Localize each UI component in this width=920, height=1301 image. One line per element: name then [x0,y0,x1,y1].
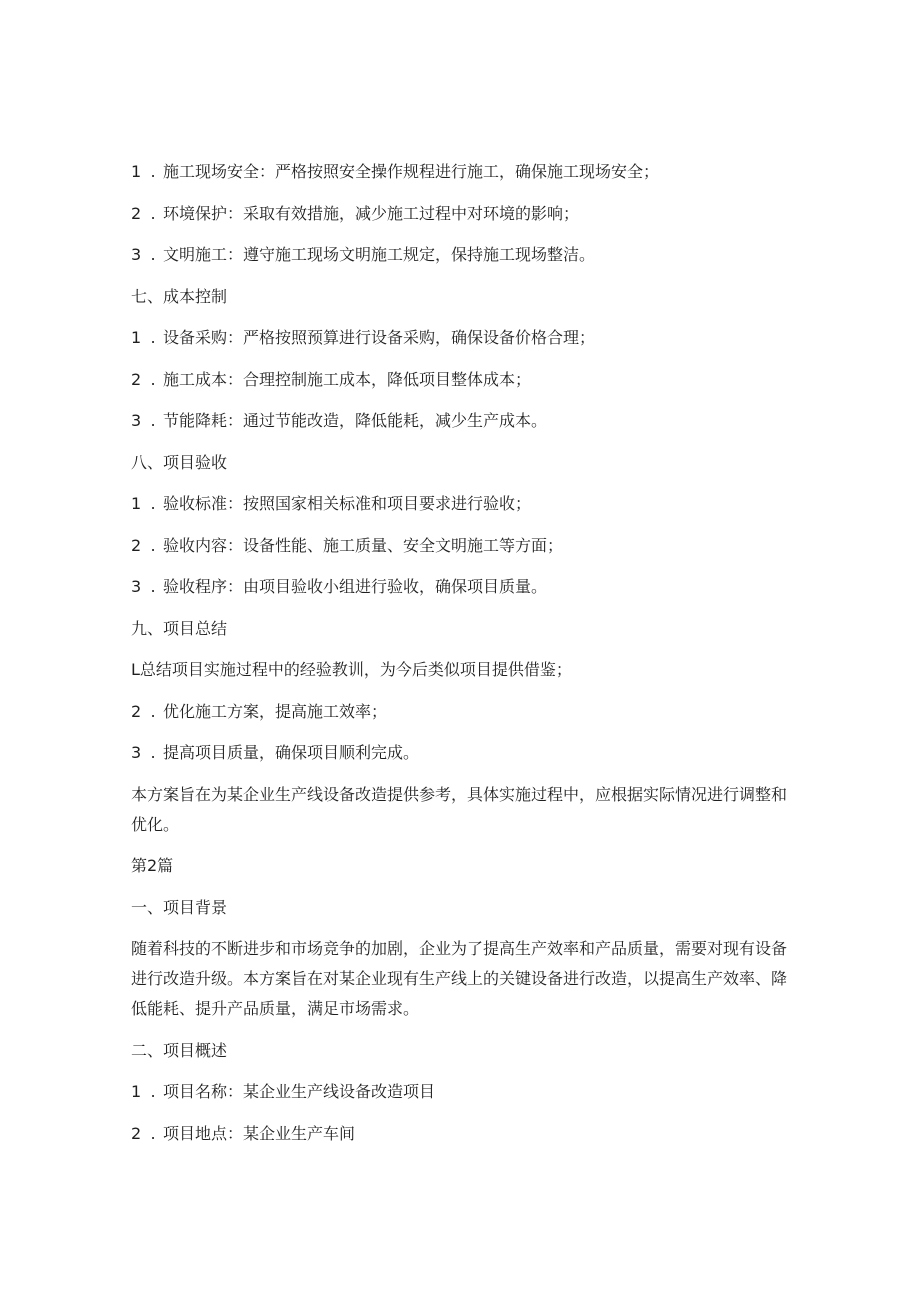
item-text: 设备采购：严格按照预算进行设备采购，确保设备价格合理； [163,328,596,347]
section-heading: 二、项目概述 [131,1040,228,1060]
body-paragraph: 随着科技的不断进步和市场竞争的加剧，企业为了提高生产效率和产品质量，需要对现有设备进行改造升级。本方案旨在对某企业现有生产线上的关键设备进行改造，以提高生产效率、降低能耗、提升产品质量，满足市场需求。 [131,939,788,1018]
item-number: 2 [131,203,142,223]
item-text: 提高项目质量，确保项目顺利完成。 [163,743,420,762]
list-item [131,365,791,395]
item-number: 3 [131,743,142,762]
list-item [131,1077,791,1107]
item-number: 2 [131,1123,142,1143]
list-item [131,531,791,561]
item-separator: . [150,411,156,430]
item-number: 1 [131,494,142,513]
item-separator: . [150,369,156,389]
item-separator: . [150,1123,156,1143]
item-number: 2 [131,369,142,389]
list-item [131,738,791,768]
item-number: 1 [131,1082,142,1101]
list-item [131,1119,791,1149]
item-number: 3 [131,411,142,430]
item-text: 验收标准：按照国家相关标准和项目要求进行验收； [163,494,532,513]
list-item [131,572,791,602]
item-separator: . [150,328,156,347]
item-text: 施工现场安全：严格按照安全操作规程进行施工，确保施工现场安全； [163,162,660,181]
section-heading: 八、项目验收 [131,452,228,472]
item-text: 项目地点：某企业生产车间 [163,1123,356,1143]
item-number: 3 [131,245,142,264]
item-text: 项目名称：某企业生产线设备改造项目 [163,1082,436,1101]
list-item [131,323,791,353]
document-body [131,157,791,1160]
item-separator: . [150,162,156,181]
item-text: 环境保护：采取有效措施，减少施工过程中对环境的影响； [163,203,580,223]
item-separator: . [150,1082,156,1101]
item-number: 2 [131,701,142,721]
item-text: 优化施工方案，提高施工效率； [163,701,388,721]
list-item [131,697,791,727]
item-separator: . [150,245,156,264]
list-item [131,489,791,519]
list-item [131,240,791,270]
item-separator: . [150,203,156,223]
list-item-text: L总结项目实施过程中的经验教训，为今后类似项目提供借鉴； [131,660,572,679]
item-text: 文明施工：遵守施工现场文明施工规定，保持施工现场整洁。 [163,245,596,264]
body-paragraph: 本方案旨在为某企业生产线设备改造提供参考，具体实施过程中，应根据实际情况进行调整和优化。 [131,784,788,834]
list-item [131,157,791,187]
list-item [131,406,791,436]
section-heading: 九、项目总结 [131,618,228,638]
item-separator: . [150,494,156,513]
part-heading: 第2篇 [131,856,174,875]
section-heading: 七、成本控制 [131,286,228,306]
item-text: 验收内容：设备性能、施工质量、安全文明施工等方面； [163,535,564,555]
item-number: 3 [131,577,142,596]
item-number: 1 [131,328,142,347]
item-separator: . [150,577,156,596]
item-text: 验收程序：由项目验收小组进行验收，确保项目质量。 [163,577,548,596]
item-separator: . [150,535,156,555]
list-item [131,199,791,229]
section-heading: 一、项目背景 [131,897,228,917]
item-number: 2 [131,535,142,555]
item-number: 1 [131,162,142,181]
item-separator: . [150,701,156,721]
item-text: 施工成本：合理控制施工成本，降低项目整体成本； [163,369,532,389]
item-text: 节能降耗：通过节能改造，降低能耗，减少生产成本。 [163,411,548,430]
item-separator: . [150,743,156,762]
